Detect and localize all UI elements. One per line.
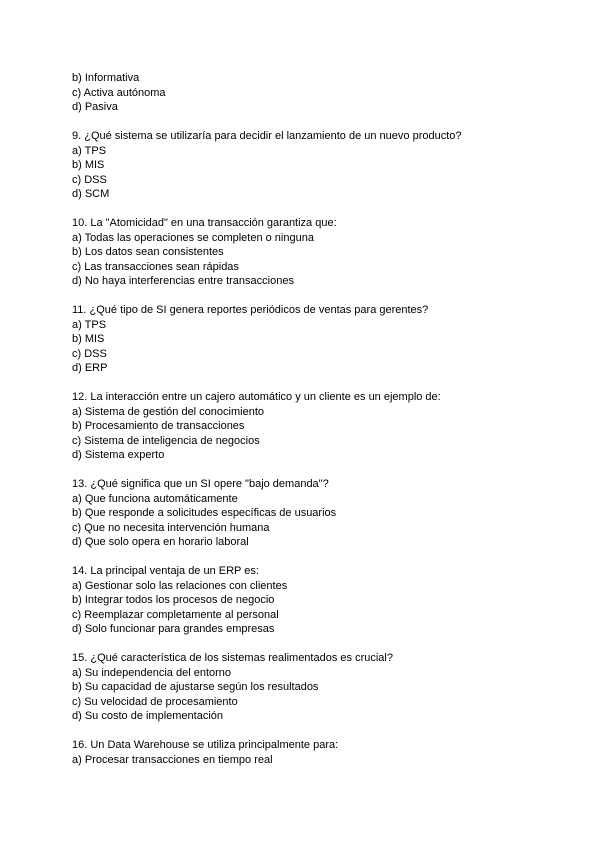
quiz-content — [72, 71, 560, 782]
answer-option: c) Las transacciones sean rápidas — [72, 260, 239, 273]
answer-option: d) Pasiva — [72, 101, 118, 113]
question-text: 13. ¿Qué significa que un SI opere "bajo demanda"? — [72, 478, 329, 490]
answer-option: d) No haya interferencias entre transacciones — [72, 275, 294, 287]
question-block — [72, 738, 560, 767]
answer-option: d) ERP — [72, 362, 108, 374]
answer-option: a) Su independencia del entorno — [72, 666, 232, 679]
answer-option: a) Procesar transacciones en tiempo real — [72, 753, 273, 766]
answer-option: a) Todas las operaciones se completen o ninguna — [72, 231, 314, 244]
question-block — [72, 129, 560, 202]
question-text: 14. La principal ventaja de un ERP es: — [72, 565, 259, 577]
answer-option: b) Que responde a solicitudes específicas de usuarios — [72, 507, 337, 519]
answer-option: b) Informativa — [72, 72, 140, 84]
question-block — [72, 651, 560, 724]
answer-option: a) Gestionar solo las relaciones con clientes — [72, 579, 288, 592]
answer-option: b) Su capacidad de ajustarse según los resultados — [72, 681, 319, 693]
answer-option: c) DSS — [72, 173, 107, 186]
answer-option: a) TPS — [72, 318, 107, 331]
answer-option: a) TPS — [72, 144, 107, 157]
question-text: 15. ¿Qué característica de los sistemas realimentados es crucial? — [72, 652, 393, 664]
question-text: 12. La interacción entre un cajero automático y un cliente es un ejemplo de: — [72, 391, 441, 403]
intro-option-block — [72, 71, 560, 115]
answer-option: b) Procesamiento de transacciones — [72, 420, 245, 432]
answer-option: d) Sistema experto — [72, 449, 165, 461]
answer-option: d) SCM — [72, 188, 110, 200]
answer-option: b) MIS — [72, 159, 105, 171]
answer-option: c) Su velocidad de procesamiento — [72, 695, 238, 708]
answer-option: d) Solo funcionar para grandes empresas — [72, 623, 275, 635]
answer-option: c) Sistema de inteligencia de negocios — [72, 434, 260, 447]
question-block — [72, 303, 560, 376]
question-block — [72, 477, 560, 550]
answer-option: c) Activa autónoma — [72, 86, 166, 99]
question-text: 16. Un Data Warehouse se utiliza principalmente para: — [72, 739, 339, 751]
answer-option: c) Que no necesita intervención humana — [72, 521, 270, 534]
answer-option: a) Sistema de gestión del conocimiento — [72, 405, 264, 418]
answer-option: b) Los datos sean consistentes — [72, 246, 224, 258]
question-text: 11. ¿Qué tipo de SI genera reportes periódicos de ventas para gerentes? — [72, 304, 429, 316]
question-block — [72, 564, 560, 637]
question-text: 10. La "Atomicidad" en una transacción garantiza que: — [72, 217, 337, 229]
answer-option: d) Su costo de implementación — [72, 710, 224, 722]
answer-option: a) Que funciona automáticamente — [72, 492, 238, 505]
answer-option: b) MIS — [72, 333, 105, 345]
question-block — [72, 216, 560, 289]
answer-option: c) DSS — [72, 347, 107, 360]
answer-option: c) Reemplazar completamente al personal — [72, 608, 279, 621]
answer-option: d) Que solo opera en horario laboral — [72, 536, 249, 548]
question-block — [72, 390, 560, 463]
question-text: 9. ¿Qué sistema se utilizaría para decidir el lanzamiento de un nuevo producto? — [72, 130, 462, 142]
answer-option: b) Integrar todos los procesos de negocio — [72, 594, 275, 606]
